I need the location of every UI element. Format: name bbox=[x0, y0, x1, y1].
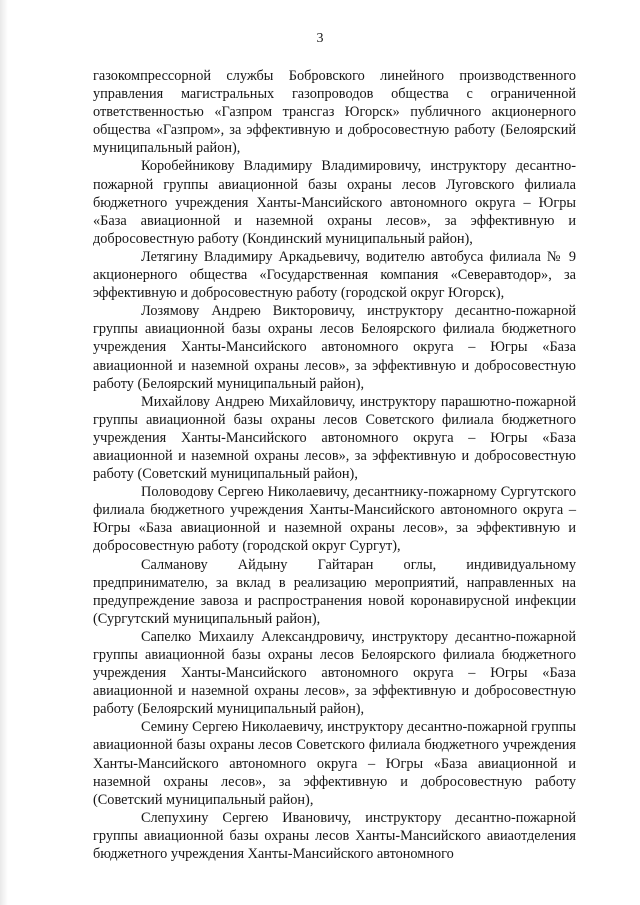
paragraph-letyagin: Летягину Владимиру Аркадьевичу, водителю автобуса филиала № 9 акционерного общества «Государственная компания «Северавтодор», за эффективную и добросовестную работу (городской округ Югорск), bbox=[93, 248, 576, 302]
paragraph-sapelko: Сапелко Михаилу Александровичу, инструктору десантно-пожарной группы авиационной базы охраны лесов Белоярского филиала бюджетного учреждения Ханты-Мансийского автономного округа – Югры «База авиационной и наземной охраны лесов», за эффективную и добросовестную работу (Белоярский муниципальный район), bbox=[93, 628, 576, 718]
page-number: 3 bbox=[316, 31, 324, 46]
paragraph-salmanov: Салманову Айдыну Гайтаран оглы, индивидуальному предпринимателю, за вклад в реализацию мероприятий, направленных на предупреждение завоза и распространения новой коронавирусной инфекции (Сургутский муниципальный район), bbox=[93, 556, 576, 627]
paragraph-semin: Семину Сергею Николаевичу, инструктору десантно-пожарной группы авиационной базы охраны лесов Советского филиала бюджетного учреждения Ханты-Мансийского автономного округа – Югры «База авиационной и наземной охраны лесов», за эффективную и добросовестную работу (Советский муниципальный район), bbox=[93, 719, 576, 808]
paragraph-slepukhin: Слепухину Сергею Ивановичу, инструктору десантно-пожарной группы авиационной базы охраны лесов Ханты-Мансийского авиаотделения бюджетного учреждения Ханты-Мансийского автономного bbox=[93, 809, 576, 863]
paragraph-lozyamov: Лозямову Андрею Викторовичу, инструктору десантно-пожарной группы авиационной базы охраны лесов Белоярского филиала бюджетного учреждения Ханты-Мансийского автономного округа – Югры «База авиационной и наземной охраны лесов», за эффективную и добросовестную работу (Белоярский муниципальный район), bbox=[93, 303, 576, 392]
paragraph-mikhaylov: Михайлову Андрею Михайловичу, инструктору парашютно-пожарной группы авиационной базы охраны лесов Советского филиала бюджетного учреждения Ханты-Мансийского автономного округа – Югры «База авиационной и наземной охраны лесов», за эффективную и добросовестную работу (Советский муниципальный район), bbox=[93, 393, 576, 483]
document-body bbox=[93, 67, 576, 863]
paragraph-continuation: газокомпрессорной службы Бобровского линейного производственного управления магистральных газопроводов общества с ограниченной ответственностью «Газпром трансгаз Югорск» публичного акционерного общества «Газпром», за эффективную и добросовестную работу (Белоярский муниципальный район), bbox=[93, 68, 576, 157]
paragraph-korobeynikov: Коробейникову Владимиру Владимировичу, инструктору десантно-пожарной группы авиационной базы охраны лесов Луговского филиала бюджетного учреждения Ханты-Мансийского автономного округа – Югры «База авиационной и наземной охраны лесов», за эффективную и добросовестную работу (Кондинский муниципальный район), bbox=[93, 158, 576, 247]
paragraph-polovodov: Половодову Сергею Николаевичу, десантнику-пожарному Сургутского филиала бюджетного учреждения Ханты-Мансийского автономного округа – Югры «База авиационной и наземной охраны лесов», за эффективную и добросовестную работу (городской округ Сургут), bbox=[93, 484, 576, 555]
scan-edge-shadow bbox=[0, 0, 8, 905]
